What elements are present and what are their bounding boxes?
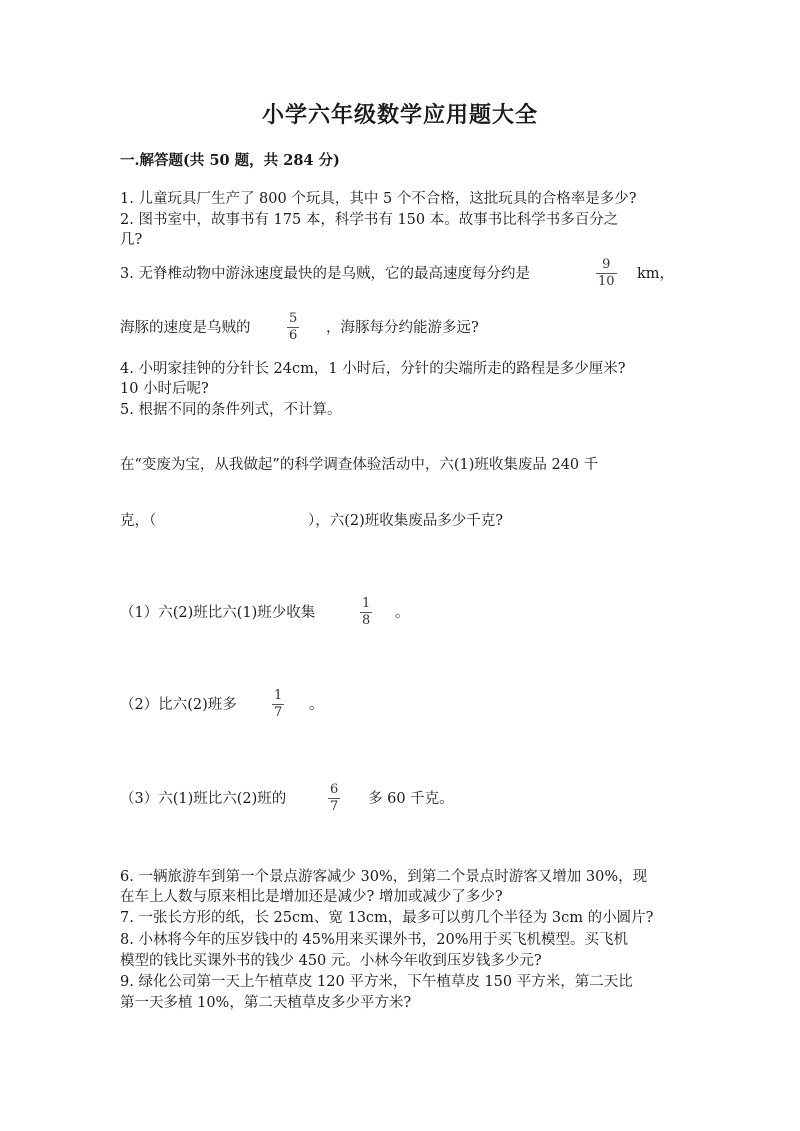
fraction-numerator: 1 xyxy=(274,688,283,703)
unit-km: km， xyxy=(637,266,675,282)
question-9-line-2: 第一天多植 10%，第二天植草皮多少平方米? xyxy=(120,995,412,1011)
question-3-line-1: 3. 无脊椎动物中游泳速度最快的是乌贼，它的最高速度每分约是 xyxy=(120,266,530,282)
question-4-line-2: 10 小时后呢? xyxy=(120,381,209,397)
fraction-numerator: 5 xyxy=(289,311,298,326)
section-heading: 一.解答题(共 50 题，共 284 分) xyxy=(120,152,340,169)
question-6-line-2: 在车上人数与原来相比是增加还是减少? 增加或减少了多少? xyxy=(120,889,503,905)
fraction-6-7 xyxy=(328,783,340,814)
question-5-sub-2b: 。 xyxy=(309,697,324,713)
fraction-1-7 xyxy=(272,689,284,720)
fraction-denominator: 7 xyxy=(274,705,283,720)
question-5-line-3a: 克，（ xyxy=(120,513,157,529)
question-3-line-2a: 海豚的速度是乌贼的 xyxy=(120,320,251,336)
question-5-line-2: 在“变废为宝，从我做起”的科学调查体验活动中，六(1)班收集废品 240 千 xyxy=(120,457,599,473)
question-5-line-1: 5. 根据不同的条件列式，不计算。 xyxy=(120,402,342,418)
question-2-line-2: 几? xyxy=(120,232,143,248)
fraction-numerator: 1 xyxy=(362,596,371,611)
question-5-sub-3b: 多 60 千克。 xyxy=(368,791,454,807)
question-7: 7. 一张长方形的纸，长 25cm、宽 13cm，最多可以剪几个半径为 3cm 的小圆片? xyxy=(120,910,654,926)
question-8-line-1: 8. 小林将今年的压岁钱中的 45%用来买课外书，20%用于买飞机模型。买飞机 xyxy=(120,932,629,948)
fraction-denominator: 7 xyxy=(330,799,339,814)
question-9-line-1: 9. 绿化公司第一天上午植草皮 120 平方米，下午植草皮 150 平方米，第二天比 xyxy=(120,974,633,990)
page-title: 小学六年级数学应用题大全 xyxy=(261,102,538,128)
question-5-sub-1a: （1）六(2)班比六(1)班少收集 xyxy=(120,605,316,621)
fraction-denominator: 6 xyxy=(289,328,298,343)
question-4-line-1: 4. 小明家挂钟的分针长 24cm，1 小时后，分针的尖端所走的路程是多少厘米? xyxy=(120,361,626,377)
question-5-sub-3a: （3）六(1)班比六(2)班的 xyxy=(120,791,287,807)
fraction-denominator: 8 xyxy=(362,613,371,628)
fraction-1-8 xyxy=(360,597,372,628)
question-5-sub-1b: 。 xyxy=(395,605,410,621)
question-5-sub-2a: （2）比六(2)班多 xyxy=(120,697,237,713)
fraction-9-10 xyxy=(596,258,617,289)
question-1: 1. 儿童玩具厂生产了 800 个玩具，其中 5 个不合格，这批玩具的合格率是多少? xyxy=(120,191,637,207)
fraction-numerator: 6 xyxy=(330,782,339,797)
question-8-line-2: 模型的钱比买课外书的钱少 450 元。小林今年收到压岁钱多少元? xyxy=(120,953,542,969)
question-2-line-1: 2. 图书室中，故事书有 175 本，科学书有 150 本。故事书比科学书多百分之 xyxy=(120,212,619,228)
fraction-numerator: 9 xyxy=(602,257,611,272)
fraction-denominator: 10 xyxy=(598,274,615,289)
question-6-line-1: 6. 一辆旅游车到第一个景点游客减少 30%，到第二个景点时游客又增加 30%，现 xyxy=(120,869,648,885)
question-3-line-2b: ，海豚每分约能游多远? xyxy=(326,320,479,336)
question-5-line-3b: ），六(2)班收集废品多少千克? xyxy=(308,513,504,529)
fraction-5-6 xyxy=(287,312,299,343)
